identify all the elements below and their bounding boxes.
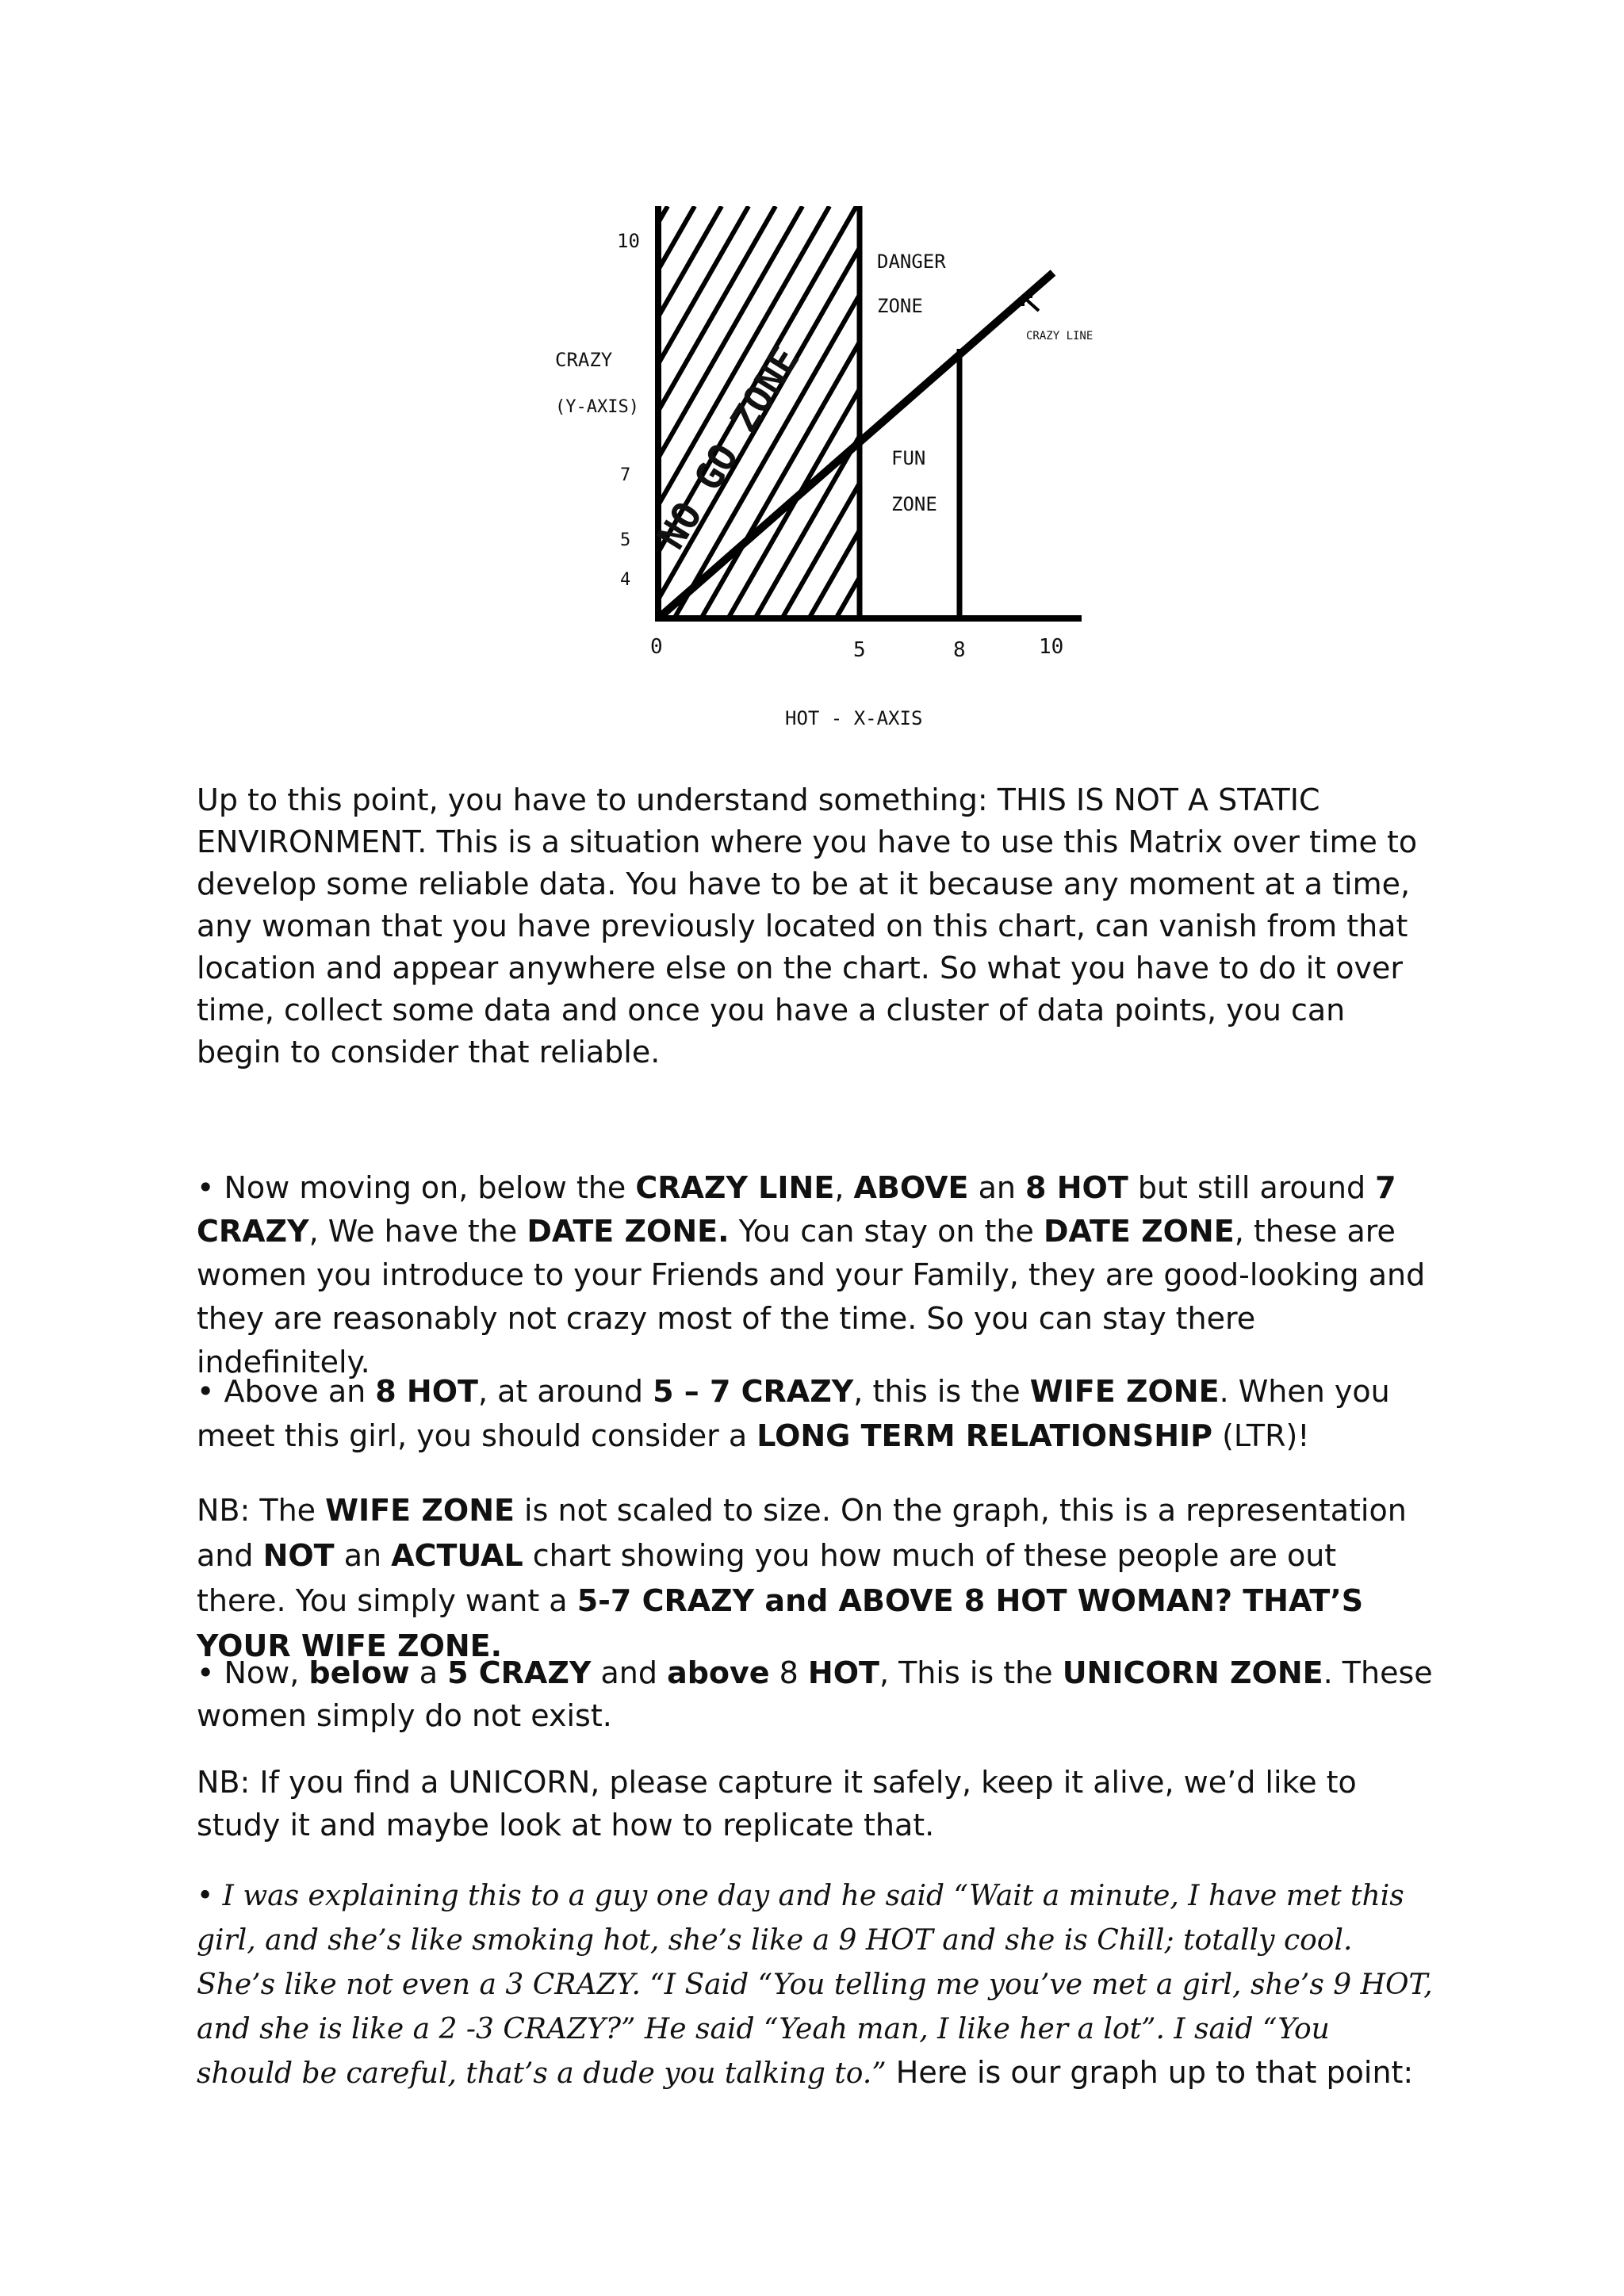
paragraph-unicorn-zone xyxy=(197,1651,1434,1737)
bold-run: DATE ZONE xyxy=(1043,1214,1235,1249)
no-go-zone-label: NO GO ZONE xyxy=(649,339,809,557)
y-tick-7: 7 xyxy=(620,465,631,485)
bold-run: 8 HOT xyxy=(375,1374,478,1409)
bold-run: 5 – 7 CRAZY xyxy=(653,1374,854,1409)
bullet: • xyxy=(197,1170,215,1205)
x-axis-label: HOT - X-AXIS xyxy=(785,707,923,729)
bold-run: UNICORN ZONE xyxy=(1062,1655,1323,1690)
fun-zone-label-2: ZONE xyxy=(891,493,937,515)
text-run: You can stay on the xyxy=(729,1214,1044,1249)
x-tick-8: 8 xyxy=(953,638,966,662)
text-run: 8 xyxy=(769,1655,808,1690)
danger-zone-label-2: ZONE xyxy=(877,295,923,317)
bold-run: ABOVE xyxy=(853,1170,969,1205)
paragraph-intro: Up to this point, you have to understand something: THIS IS NOT A STATIC ENVIRONMENT. This is a situation where you have to use this Matrix over time to develop some reliable data. You have to be at it because any moment at a time, any woman that you have previously located on this chart, can vanish from that location and appear anywhere else on the chart. So what you have to do it over time, collect some data and once you have a cluster of data points, you can begin to consider that reliable. xyxy=(197,783,1418,1070)
text-run: but still around xyxy=(1128,1170,1376,1205)
matrix-graph xyxy=(539,190,1110,745)
text-run: and xyxy=(591,1655,668,1690)
fun-zone-label-1: FUN xyxy=(891,447,926,469)
bold-run: ACTUAL xyxy=(391,1538,523,1573)
x-tick-5: 5 xyxy=(853,638,866,662)
bullet: • xyxy=(197,1374,215,1409)
text-run: a xyxy=(409,1655,448,1690)
y-axis-label-crazy: CRAZY xyxy=(555,349,613,371)
y-tick-5: 5 xyxy=(620,530,631,550)
text-run: Above an xyxy=(214,1374,376,1409)
text-run: Here is our graph up to that point: xyxy=(886,2055,1414,2090)
text-run: , xyxy=(834,1170,854,1205)
text-run: Now moving on, below the xyxy=(214,1170,636,1205)
bold-run: above xyxy=(667,1655,770,1690)
bold-run: WIFE ZONE xyxy=(1029,1374,1220,1409)
bold-run: WIFE ZONE xyxy=(325,1493,515,1528)
text-run: . These women simply do not exist. xyxy=(197,1655,1433,1733)
x-tick-0: 0 xyxy=(650,635,663,659)
x-tick-10: 10 xyxy=(1039,635,1064,659)
italic-run: I was explaining this to a guy one day and he said “Wait a minute, I have met this girl, and she’s like smoking hot, she’s like a 9 HOT and she is Chill; totally cool. She’s like not even a 3 CRAZY. “I Said “You telling me you’ve met a girl, she’s 9 HOT, and she is like a 2 -3 CRAZY?” He said “Yeah man, I like her a lot”. I said “You should be careful, that’s a dude you talking to.” xyxy=(197,1880,1433,2090)
bullet: • xyxy=(197,1880,214,1912)
bullet: • xyxy=(197,1655,215,1690)
bold-run: CRAZY LINE xyxy=(635,1170,835,1205)
bold-run: 8 HOT xyxy=(1025,1170,1128,1205)
text-run: an xyxy=(968,1170,1026,1205)
bold-run: NOT xyxy=(262,1538,335,1573)
crazy-line-arrow xyxy=(1023,297,1039,311)
bold-run: LONG TERM RELATIONSHIP xyxy=(756,1418,1213,1453)
crazy-hot-matrix-figure xyxy=(539,190,1110,745)
crazy-line-label: CRAZY LINE xyxy=(1026,330,1094,342)
text-run: , This is the xyxy=(879,1655,1063,1690)
text-run: , at around xyxy=(477,1374,653,1409)
text-run: NB: The xyxy=(197,1493,326,1528)
text-run: is not scaled to size. On the graph, this is a representation and xyxy=(197,1493,1407,1573)
text-run: an xyxy=(334,1538,392,1573)
text-run: Now, xyxy=(214,1655,309,1690)
bold-run: 7 CRAZY xyxy=(197,1170,1396,1249)
text-run: , this is the xyxy=(853,1374,1030,1409)
y-tick-4: 4 xyxy=(620,570,631,590)
text-run: chart showing you how much of these people are out there. You simply want a xyxy=(197,1538,1337,1618)
bold-run: HOT xyxy=(807,1655,879,1690)
y-tick-10: 10 xyxy=(617,230,640,252)
danger-zone-label-1: DANGER xyxy=(877,251,946,273)
bold-run: 5-7 CRAZY and ABOVE 8 HOT WOMAN? THAT’S YOUR WIFE ZONE. xyxy=(197,1583,1364,1663)
paragraph-anecdote xyxy=(197,1873,1434,2095)
hatch-line xyxy=(834,206,1072,622)
text-run: , We have the xyxy=(308,1214,527,1249)
bold-run: DATE ZONE. xyxy=(527,1214,730,1249)
bold-run: 5 CRAZY xyxy=(447,1655,592,1690)
paragraph-nb-unicorn: NB: If you find a UNICORN, please capture it safely, keep it alive, we’d like to study it and maybe look at how to replicate that. xyxy=(197,1765,1357,1843)
bold-run: below xyxy=(308,1655,410,1690)
y-axis-label-yaxis: (Y-AXIS) xyxy=(555,397,639,417)
text-run: , these are women you introduce to your Friends and your Family, they are good-looking and they are reasonably not crazy most of the time. So you can stay there indefinitely. xyxy=(197,1214,1426,1380)
paragraph-date-zone xyxy=(197,1166,1434,1384)
text-run: . When you meet this girl, you should consider a xyxy=(197,1374,1390,1453)
paragraph-nb-wife-zone xyxy=(197,1488,1434,1669)
text-run: (LTR)! xyxy=(1212,1418,1310,1453)
paragraph-wife-zone xyxy=(197,1369,1434,1458)
